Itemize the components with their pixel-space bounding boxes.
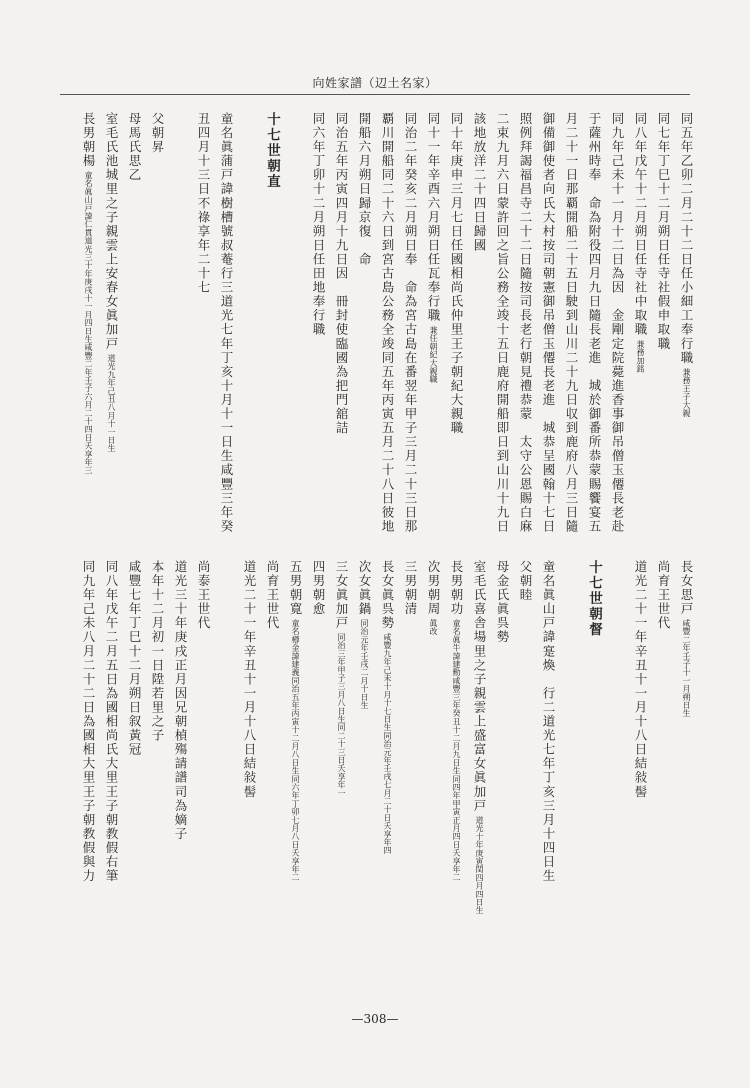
text-column <box>623 560 646 799</box>
text-column <box>531 560 554 883</box>
text-column <box>416 560 439 636</box>
text-column <box>94 560 117 883</box>
column-text: 二束九月六日蒙許回之旨公務全竣十五日鹿府開船即日到山川十九日 <box>495 112 510 534</box>
annotation-note: 童名樽金諱建義同治五年丙寅十二月八日生同六年丁卯七月八日夭享年二 <box>291 619 300 882</box>
column-text: 次男朝周 <box>426 560 441 617</box>
text-column <box>669 560 692 718</box>
column-text: 丑四月十三日不祿享年二十七 <box>196 112 211 295</box>
text-column <box>508 560 531 602</box>
annotation-note: 兼務王子大親 <box>682 367 691 418</box>
annotation-note: 咸豐九年己未十月十七日生同治元年壬戌七月二十日夭享年四 <box>383 633 392 855</box>
column-text: 三女眞加戸 <box>334 560 349 631</box>
text-column <box>577 112 600 534</box>
annotation-note: 道光九年己丑八月十一日生 <box>107 353 116 453</box>
column-text: 母金氏眞呉勢 <box>495 560 510 645</box>
column-text: 同八年戊午二月五日為國相尚氏大里王子朝教假右筆 <box>104 560 119 884</box>
column-text: 長女眞呉勢 <box>380 560 395 631</box>
column-text: 尚育王世代 <box>265 560 280 631</box>
column-text: 五男朝寛 <box>288 560 303 617</box>
column-text: 該地放洋二十四日歸國 <box>472 112 487 253</box>
generation-heading <box>255 112 278 190</box>
annotation-note: 兼務加銘 <box>636 339 645 373</box>
header-rule <box>60 94 690 95</box>
column-text: 開船六月朔日歸京復 命 <box>357 112 372 267</box>
text-column <box>324 560 347 797</box>
column-text: 本年十二月初一日陞若里之子 <box>150 560 165 743</box>
column-text: 咸豐七年丁巳十二月朔日叙黃冠 <box>127 560 142 757</box>
annotation-note: 同治元年壬戌二月十日生 <box>360 619 369 710</box>
text-column <box>301 112 324 337</box>
page-header-title: 向姓家譜（辺土名家） <box>312 76 438 90</box>
annotation-note: 童名眞牛諱建勳咸豐三年癸丑十二月九日生同四年甲寅正月四日夭享年二 <box>452 619 461 882</box>
annotation-note: 同治三年甲子三月八日生同二十三日夭享年一 <box>337 633 346 798</box>
column-text: 同八年戊午十二月朔日任寺社中取職 <box>633 112 648 337</box>
page-number: —308— <box>351 1012 399 1026</box>
text-column <box>370 560 393 855</box>
column-text: 御備御使者向氏大村按司朝憲御吊僧玉僊長老進 城恭呈國翰十七日 <box>541 112 556 534</box>
generation-heading <box>577 560 600 638</box>
text-column <box>278 560 301 882</box>
annotation-note: 兼任朝紀大親職 <box>429 325 438 384</box>
text-column <box>393 112 416 534</box>
column-text: 室毛氏喜舎場里之子親雲上盛富女眞加戸 <box>472 560 487 813</box>
column-text: 同治五年丙寅四月十九日因 冊封使臨國為把門舘詰 <box>334 112 349 436</box>
column-text: 同十年庚申三月七日任國相尚氏仲里王子朝紀大親職 <box>449 112 464 436</box>
text-column <box>370 112 393 534</box>
column-text: 道光三十年庚戌正月因兄朝楨殤請譜司為嫡子 <box>173 560 188 841</box>
text-column <box>94 112 117 452</box>
upper-section <box>71 112 692 534</box>
text-column <box>485 112 508 534</box>
column-text: 月二十一日那覇開船二十五日駛到山川二十九日収到鹿府八月三日隨 <box>564 112 579 534</box>
column-text: 尚泰王世代 <box>196 560 211 631</box>
annotation-note: 道光十年庚寅閏四月四日生 <box>475 815 484 915</box>
text-column <box>347 112 370 267</box>
column-text: 同七年丁巳十二月朔日任寺社假申取職 <box>656 112 671 351</box>
text-column <box>439 112 462 435</box>
column-text: 母馬氏思乙 <box>127 112 142 183</box>
text-column <box>439 560 462 882</box>
text-column <box>600 112 623 534</box>
text-column <box>140 560 163 743</box>
column-text: 父朝昇 <box>150 112 165 155</box>
column-text: 道光二十一年辛丑十一月十八日結敍髻 <box>242 560 257 799</box>
text-column <box>531 112 554 534</box>
column-text: 于薩州時奉 命為附役四月九日隨長老進 城於御番所恭蒙賜饗宴五 <box>587 112 602 534</box>
text-column <box>347 560 370 709</box>
annotation-note: 眞改 <box>429 619 438 636</box>
annotation-note: 咸豐二年壬子十一月朔日生 <box>682 619 691 718</box>
text-column <box>117 560 140 757</box>
column-text: 童名眞蒲戸諱樹槽號叔菴行三道光七年丁亥十月十一日生咸豐三年癸 <box>219 112 234 534</box>
column-text: 覇川開船同二十六日到宮古島公務全竣同五年丙寅五月二十八日彼地 <box>380 112 395 534</box>
text-column <box>324 112 347 435</box>
text-column <box>71 560 94 883</box>
column-text: 十七世朝督 <box>586 560 602 638</box>
column-text: 長男朝楊 <box>81 112 96 169</box>
text-column <box>186 560 209 630</box>
column-text: 道光二十一年辛丑十一月十八日結敍髻 <box>633 560 648 799</box>
text-column <box>554 112 577 534</box>
column-text: 十七世朝直 <box>264 112 280 190</box>
column-text: 同九年己未八月二十二日為國相大里王子朝教假與力 <box>81 560 96 884</box>
column-text: 同十一年辛酉六月朔日任瓦奉行職 <box>426 112 441 323</box>
annotation-note: 童名眞山戸諱仁貫道光三十年庚戌十一月四日生咸豐二年壬子六月二十四日夭享年三 <box>84 171 93 475</box>
column-text: 尚育王世代 <box>656 560 671 631</box>
column-text: 童名眞山戸諱寔煥 行二道光七年丁亥三月十四日生 <box>541 560 556 884</box>
column-text: 同六年丁卯十二月朔日任田地奉行職 <box>311 112 326 337</box>
text-column <box>301 560 324 616</box>
column-text: 次女眞鍋 <box>357 560 372 617</box>
column-text: 長女思戸 <box>679 560 694 617</box>
column-text: 同九年己未十一月十二日為因 金剛定院薨進香事御吊僧玉僊長老赴 <box>610 112 625 534</box>
text-column <box>117 112 140 182</box>
text-column <box>669 112 692 417</box>
text-column <box>71 112 94 475</box>
column-text: 長男朝功 <box>449 560 464 617</box>
column-text: 三男朝清 <box>403 560 418 617</box>
column-text: 同治二年癸亥二月朔日奉 命為宮古島在番翌年甲子三月二十三日那 <box>403 112 418 534</box>
text-column <box>623 112 646 373</box>
text-column <box>485 560 508 644</box>
text-column <box>186 112 209 295</box>
column-text: 同五年乙卯二月二十二日任小細工奉行職 <box>679 112 694 365</box>
text-column <box>646 560 669 630</box>
text-column <box>163 560 186 841</box>
column-text: 四男朝愈 <box>311 560 326 617</box>
text-column <box>646 112 669 351</box>
text-column <box>209 112 232 534</box>
column-text: 室毛氏池城里之子親雲上安春女眞加戸 <box>104 112 119 351</box>
text-column <box>462 112 485 253</box>
text-column <box>462 560 485 914</box>
column-text: 父朝睦 <box>518 560 533 603</box>
text-column <box>140 112 163 154</box>
text-column <box>255 560 278 630</box>
text-column <box>393 560 416 616</box>
text-column <box>508 112 531 534</box>
column-text: 照例拜謁福昌寺二十二日隨按司長老行朝見禮恭蒙 太守公恩賜白麻 <box>518 112 533 534</box>
text-column <box>416 112 439 383</box>
text-column <box>232 560 255 799</box>
lower-section <box>71 560 692 914</box>
